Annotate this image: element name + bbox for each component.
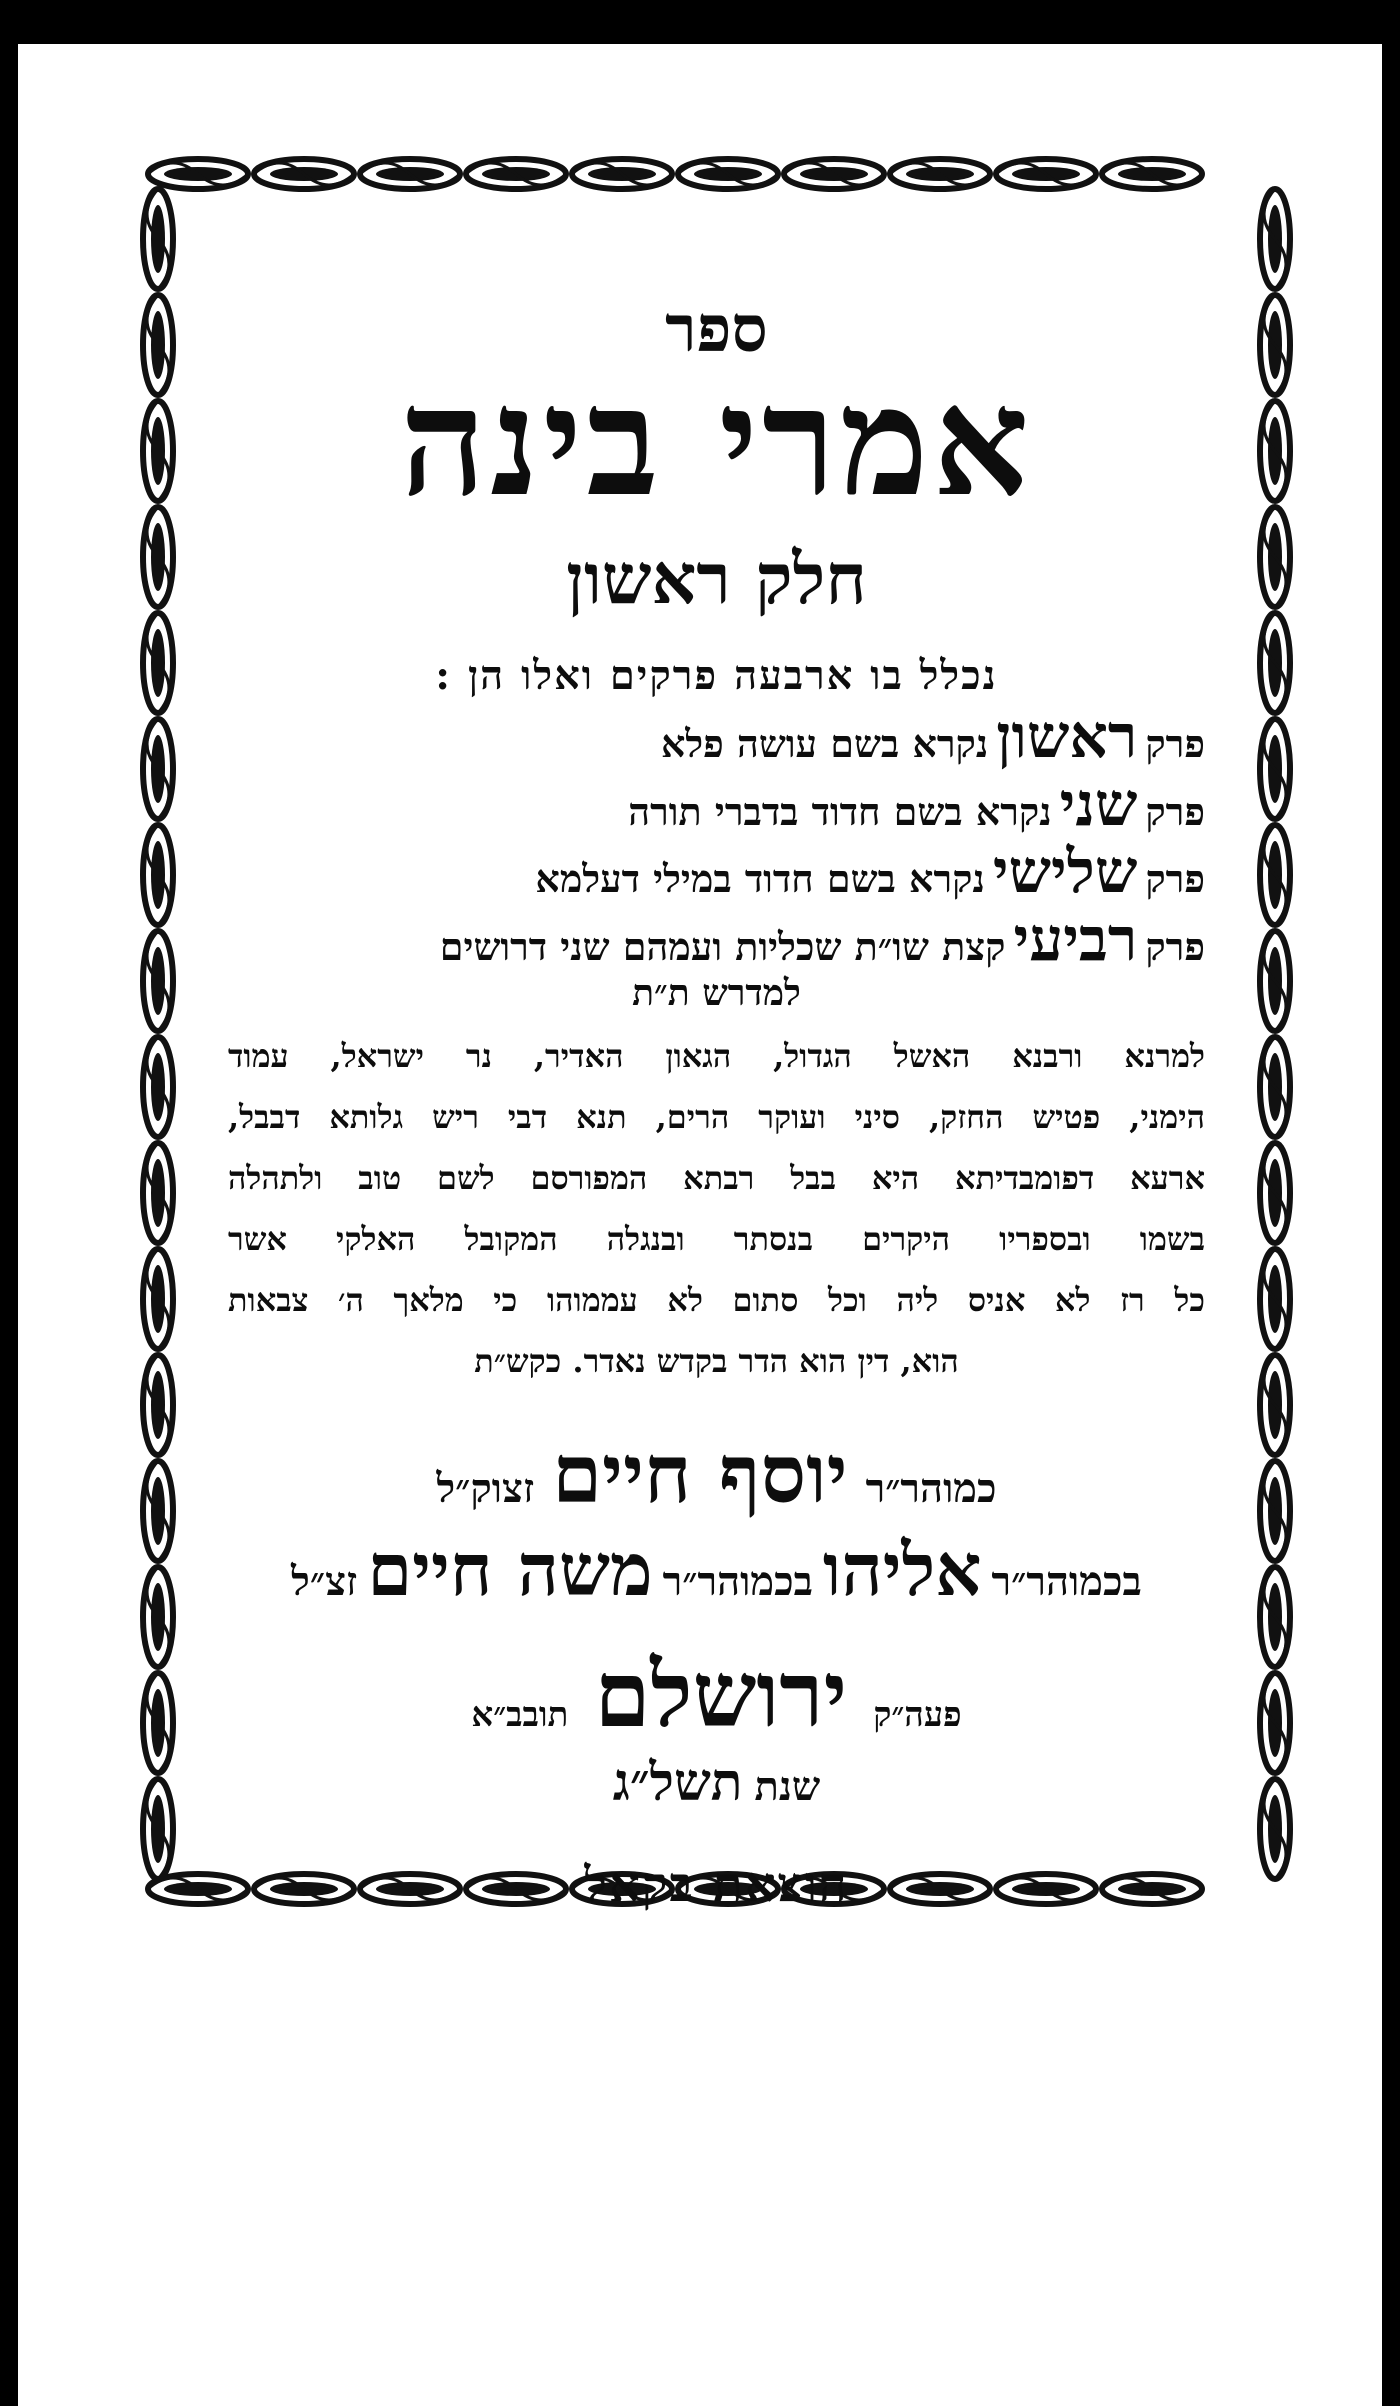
author-line: כמוהר״ריוסף חייםזצוק״ל — [436, 1427, 997, 1521]
border-ornament — [784, 159, 884, 189]
publisher-line: הוצאת בקאל — [584, 1857, 849, 1913]
border-ornament — [143, 189, 173, 289]
chapter-2: פרקשנינקרא בשם חדוד בדברי תורה — [628, 770, 1205, 840]
border-ornament — [1260, 295, 1290, 395]
border-ornament — [360, 159, 460, 189]
title-page — [18, 44, 1382, 2406]
border-left — [143, 189, 173, 1879]
title-content — [228, 262, 1206, 1913]
border-ornament — [996, 159, 1096, 189]
border-ornament — [254, 159, 354, 189]
border-top — [148, 159, 1202, 189]
intro-line: נכלל בו ארבעה פרקים ואלו הן : — [435, 652, 998, 699]
chapter-4: פרקרביעיקצת שו״ת שכליות ועמהם שני דרושים — [439, 905, 1205, 975]
place-line: פעה״קירושלםתובב״א — [471, 1642, 962, 1748]
border-ornament — [143, 1567, 173, 1667]
border-ornament — [1260, 719, 1290, 819]
border-ornament — [1260, 189, 1290, 289]
border-ornament — [1260, 825, 1290, 925]
border-ornament — [1260, 1037, 1290, 1137]
border-ornament — [1260, 507, 1290, 607]
year-line: שנתתשל״ג — [612, 1752, 821, 1813]
dedication-line-4: בשמו ובספריו היקרים בנסתר ובנגלה המקובל האלקי אשר — [228, 1220, 1206, 1258]
year-value: תשל״ג — [612, 1752, 743, 1813]
dedication-line-2: הימני, פטיש החזק, סיני ועוקר הרים, תנא דבי ריש גלותא דבבל, — [228, 1098, 1205, 1136]
border-ornament — [678, 159, 778, 189]
part-label: חלק ראשון — [566, 537, 867, 620]
border-ornament — [1260, 1779, 1290, 1879]
border-ornament — [1260, 931, 1290, 1031]
border-ornament — [1260, 613, 1290, 713]
dedication-line-6: הוא, דין הוא הדר בקדש נאדר. כקש״ת — [474, 1342, 959, 1380]
border-ornament — [143, 825, 173, 925]
border-ornament — [1102, 159, 1202, 189]
sefer-label: ספר — [665, 292, 768, 367]
border-ornament — [1260, 1355, 1290, 1455]
lineage-line: בכמוהר״ראליהובכמוהר״רמשה חייםזצ״ל — [291, 1527, 1142, 1612]
border-ornament — [466, 159, 566, 189]
border-right — [1260, 189, 1290, 1879]
border-ornament — [143, 1779, 173, 1879]
border-ornament — [1260, 1249, 1290, 1349]
border-ornament — [143, 507, 173, 607]
border-ornament — [572, 159, 672, 189]
border-ornament — [143, 1143, 173, 1243]
border-ornament — [143, 401, 173, 501]
dedication-line-1: למרנא ורבנא האשל הגדול, הגאון האדיר, נר ישראל, עמוד — [228, 1037, 1205, 1075]
border-ornament — [143, 931, 173, 1031]
border-ornament — [148, 159, 248, 189]
chapter-1: פרקראשוןנקרא בשם עושה פלא — [660, 702, 1205, 772]
border-ornament — [1260, 401, 1290, 501]
border-ornament — [1260, 1673, 1290, 1773]
border-ornament — [1260, 1567, 1290, 1667]
border-ornament — [143, 1037, 173, 1137]
border-ornament — [1260, 1461, 1290, 1561]
border-ornament — [1260, 1143, 1290, 1243]
border-ornament — [143, 1249, 173, 1349]
chapter-4-continuation: למדרש ת״ת — [632, 972, 801, 1014]
author-name: יוסף חיים — [552, 1427, 848, 1521]
border-ornament — [143, 1355, 173, 1455]
border-ornament — [890, 159, 990, 189]
book-title: אמרי בינה — [399, 354, 1034, 530]
border-ornament — [143, 1673, 173, 1773]
chapter-3: פרקשלישינקרא בשם חדוד במילי דעלמא — [535, 837, 1205, 907]
border-ornament — [143, 719, 173, 819]
city-name: ירושלם — [594, 1642, 848, 1748]
dedication-line-5: כל רז לא אניס ליה וכל סתום לא עממוהו כי מלאך ה׳ צבאות — [228, 1281, 1205, 1319]
border-ornament — [143, 1461, 173, 1561]
dedication-line-3: ארעא דפומבדיתא היא בבל רבתא המפורסם לשם טוב ולתהלה — [228, 1159, 1205, 1197]
border-ornament — [143, 613, 173, 713]
border-ornament — [143, 295, 173, 395]
